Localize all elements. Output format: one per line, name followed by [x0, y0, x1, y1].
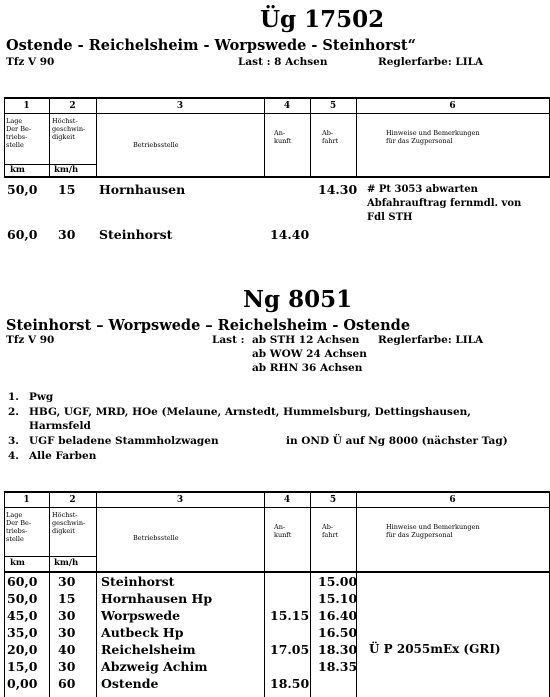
unit-kmh: km/h — [54, 558, 79, 568]
table-cell-arrival: 15.15 — [270, 608, 310, 623]
table-cell-station: Autbeck Hp — [101, 625, 184, 640]
table-cell-departure: 18.35 — [318, 659, 358, 674]
route-1: Ostende - Reichelsheim - Worpswede - Steinhorst“ — [6, 37, 416, 54]
col-no-6: 6 — [449, 101, 456, 111]
table-cell-speed: 40 — [58, 642, 76, 657]
header-betrieb: Betriebsstelle — [133, 534, 179, 542]
unit-km: km — [10, 165, 25, 175]
col-no-4: 4 — [283, 101, 291, 111]
table-cell-station: Hornhausen — [99, 182, 186, 197]
tfz-2: Tfz V 90 — [6, 334, 55, 346]
train-title-1: Üg 17502 — [260, 6, 385, 33]
tfz-1: Tfz V 90 — [6, 56, 55, 68]
table-cell-departure: 15.10 — [318, 591, 358, 606]
header-betrieb: Betriebsstelle — [133, 141, 179, 149]
last-label-2: Last : — [212, 334, 245, 346]
table-cell-speed: 30 — [58, 625, 76, 640]
table-cell-remark: # Pt 3053 abwarten Abfahrauftrag fernmdl. von Fdl STH — [367, 184, 522, 223]
table-cell-km: 50,0 — [7, 591, 38, 606]
last-line-3: ab RHN 36 Achsen — [252, 362, 363, 374]
table-cell-km: 60,0 — [7, 574, 38, 589]
table-cell-km: 0,00 — [7, 676, 38, 691]
header-lage: Lage Der Be- triebs- stelle — [6, 117, 32, 149]
col-no-1: 1 — [23, 495, 30, 505]
table-cell-station: Ostende — [101, 676, 159, 691]
header-hoechst: Höchst- geschwin- digkeit — [52, 511, 86, 535]
table-cell-speed: 60 — [58, 676, 76, 691]
table-cell-km: 35,0 — [7, 625, 38, 640]
list-note: in OND Ü auf Ng 8000 (nächster Tag) — [286, 435, 508, 447]
header-hoechst: Höchst- geschwin- digkeit — [52, 117, 86, 141]
table-cell-km: 20,0 — [7, 642, 38, 657]
table-cell-station: Steinhorst — [99, 227, 173, 242]
list-item: Harmsfeld — [29, 420, 91, 432]
header-hinweis: Hinweise und Bemerkungen für das Zugpersonal — [386, 523, 480, 539]
table-cell-speed: 30 — [58, 574, 76, 589]
header-ankunft: An- kunft — [274, 523, 292, 539]
table-cell-station: Worpswede — [101, 608, 181, 623]
table-cell-speed: 15 — [58, 591, 76, 606]
col-no-4: 4 — [283, 495, 291, 505]
last-1: Last : 8 Achsen — [238, 56, 328, 68]
list-item-number: 2. — [8, 406, 19, 418]
list-item: HBG, UGF, MRD, HOe (Melaune, Arnstedt, Hummelsburg, Dettingshausen, — [29, 406, 471, 418]
col-no-5: 5 — [329, 101, 337, 111]
col-no-3: 3 — [176, 495, 184, 505]
col-no-2: 2 — [69, 101, 76, 111]
col-no-3: 3 — [176, 101, 184, 111]
header-ankunft: An- kunft — [274, 129, 292, 145]
table-cell-km: 60,0 — [7, 227, 38, 242]
table-cell-arrival: 17.05 — [270, 642, 310, 657]
list-item: UGF beladene Stammholzwagen — [29, 435, 219, 447]
list-item-number: 1. — [8, 391, 19, 403]
col-no-1: 1 — [23, 101, 30, 111]
table-cell-departure: 14.30 — [318, 182, 358, 197]
col-no-2: 2 — [69, 495, 76, 505]
list-item-number: 4. — [8, 450, 19, 462]
header-hinweis: Hinweise und Bemerkungen für das Zugpersonal — [386, 129, 480, 145]
table-cell-departure: 16.40 — [318, 608, 358, 623]
table-cell-station: Reichelsheim — [101, 642, 196, 657]
route-2: Steinhorst – Worpswede – Reichelsheim - Ostende — [6, 317, 411, 334]
header-abfahrt: Ab- fahrt — [322, 129, 339, 145]
table-cell-km: 50,0 — [7, 182, 38, 197]
table-cell-speed: 30 — [58, 227, 76, 242]
last-line-2: ab WOW 24 Achsen — [252, 348, 367, 360]
header-lage: Lage Der Be- triebs- stelle — [6, 511, 32, 543]
regler-2: Reglerfarbe: LILA — [378, 334, 484, 346]
table-cell-departure: 15.00 — [318, 574, 358, 589]
table-cell-station: Hornhausen Hp — [101, 591, 213, 606]
table-cell-arrival: 18.50 — [270, 676, 310, 691]
table-cell-remark: Ü P 2055mEx (GRI) — [369, 642, 501, 656]
regler-1: Reglerfarbe: LILA — [378, 56, 484, 68]
header-abfahrt: Ab- fahrt — [322, 523, 339, 539]
unit-kmh: km/h — [54, 165, 79, 175]
list-item-number: 3. — [8, 435, 19, 447]
table-cell-km: 45,0 — [7, 608, 38, 623]
col-no-5: 5 — [329, 495, 337, 505]
table-cell-km: 15,0 — [7, 659, 38, 674]
unit-km: km — [10, 558, 25, 568]
list-item: Alle Farben — [29, 450, 97, 462]
table-cell-speed: 30 — [58, 608, 76, 623]
train-title-2: Ng 8051 — [243, 286, 353, 313]
table-cell-arrival: 14.40 — [270, 227, 310, 242]
table-cell-speed: 30 — [58, 659, 76, 674]
table-cell-station: Steinhorst — [101, 574, 175, 589]
last-line-1: ab STH 12 Achsen — [252, 334, 360, 346]
table-cell-speed: 15 — [58, 182, 76, 197]
table-cell-departure: 16.50 — [318, 625, 358, 640]
col-no-6: 6 — [449, 495, 456, 505]
table-cell-departure: 18.30 — [318, 642, 358, 657]
list-item: Pwg — [29, 391, 54, 403]
table-cell-station: Abzweig Achim — [101, 659, 208, 674]
